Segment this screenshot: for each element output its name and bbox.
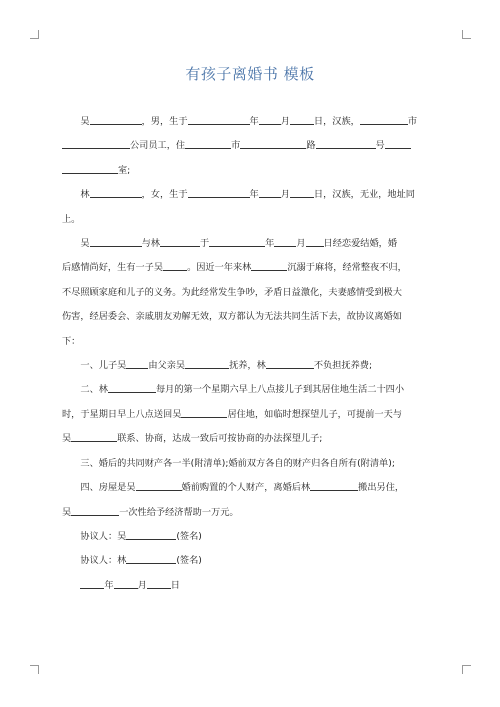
paragraph-line: 吴 联系、协商，达成一致后可按协商的办法探望儿子;: [62, 433, 323, 445]
blank-field: [62, 163, 118, 174]
date-line: 年 月 日: [62, 574, 440, 598]
blank-field: [108, 382, 156, 393]
blank-field: [163, 260, 187, 271]
blank-field: [181, 407, 227, 418]
blank-field: [71, 431, 117, 442]
blank-field: [360, 114, 408, 125]
paragraph-line: 四、房屋是吴 婚前购置的个人财产，离婚后林 搬出另住，: [80, 482, 405, 494]
paragraph-line: 林 ，女，生于 年 月 日，汉族，无业，地址同: [80, 189, 415, 201]
blank-field: [188, 114, 250, 125]
document-title: 有孩子离婚书 模板: [185, 65, 315, 83]
blank-field: [126, 358, 148, 369]
blank-field: [126, 553, 176, 564]
blank-field: [306, 236, 324, 247]
blank-field: [160, 236, 200, 247]
paragraph-line: 室;: [62, 159, 440, 183]
page-corner-mark-bottom-left: [30, 665, 39, 674]
blank-field: [251, 260, 287, 271]
blank-field: [80, 578, 104, 589]
blank-field: [209, 236, 265, 247]
paragraph-line: 吴 一次性给予经济帮助一万元。: [62, 506, 239, 518]
paragraph-line: 上。: [62, 213, 81, 225]
paragraph-line: 时，于星期日早上八点送回吴 居住地，如临时想探望儿子，可提前一天与: [62, 408, 402, 420]
paragraph-line: 三、婚后的共同财产各一半(附清单);婚前双方各自的财产归各自所有(附清单);: [80, 457, 395, 469]
paragraph-line: 不尽照顾家庭和儿子的义务。为此经常发生争吵，矛盾日益激化，夫妻感情受到极大: [62, 286, 402, 298]
blank-field: [310, 480, 358, 491]
blank-field: [316, 138, 376, 149]
signature-line: 协议人：吴 (签名): [80, 530, 202, 542]
document-body: [62, 110, 440, 598]
paragraph-line: 伤害，经居委会、亲戚朋友劝解无效，双方都认为无法共同生活下去，故协议离婚如: [62, 311, 402, 323]
blank-field: [62, 138, 130, 149]
blank-field: [136, 480, 182, 491]
blank-field: [90, 114, 142, 125]
paragraph-line: 后感情尚好，生有一子吴 。因近一年来林 沉溺于麻将，经常整夜不归，: [62, 262, 407, 274]
paragraph-line: 一、儿子吴 由父亲吴 抚养，林 不负担抚养费;: [80, 360, 373, 372]
page-corner-mark-top-right: [462, 30, 471, 39]
blank-field: [90, 187, 142, 198]
blank-field: [290, 187, 314, 198]
blank-field: [188, 187, 250, 198]
blank-field: [90, 236, 142, 247]
paragraph-line: 公司员工，住 市 路 号: [62, 134, 440, 158]
blank-field: [71, 505, 119, 516]
signature-line: 协议人：林 (签名): [80, 555, 202, 567]
paragraph-line: 二、林 每月的第一个星期六早上八点接儿子到其居住地生活二十四小: [80, 384, 405, 396]
paragraph-line: 吴 与林 于 年 月 日经恋爱结婚，婚: [80, 238, 398, 250]
paragraph-line: 下：: [62, 335, 81, 347]
blank-field: [385, 138, 411, 149]
blank-field: [290, 114, 314, 125]
blank-field: [147, 578, 171, 589]
blank-field: [126, 529, 176, 540]
blank-field: [240, 138, 306, 149]
blank-field: [114, 578, 138, 589]
blank-field: [274, 236, 296, 247]
blank-field: [185, 138, 231, 149]
page-corner-mark-top-left: [30, 30, 39, 39]
blank-field: [266, 358, 314, 369]
blank-field: [259, 187, 281, 198]
blank-field: [259, 114, 281, 125]
paragraph-line: 吴 ，男，生于 年 月 日，汉族， 市: [80, 116, 418, 127]
page-corner-mark-bottom-right: [462, 665, 471, 674]
blank-field: [185, 358, 229, 369]
